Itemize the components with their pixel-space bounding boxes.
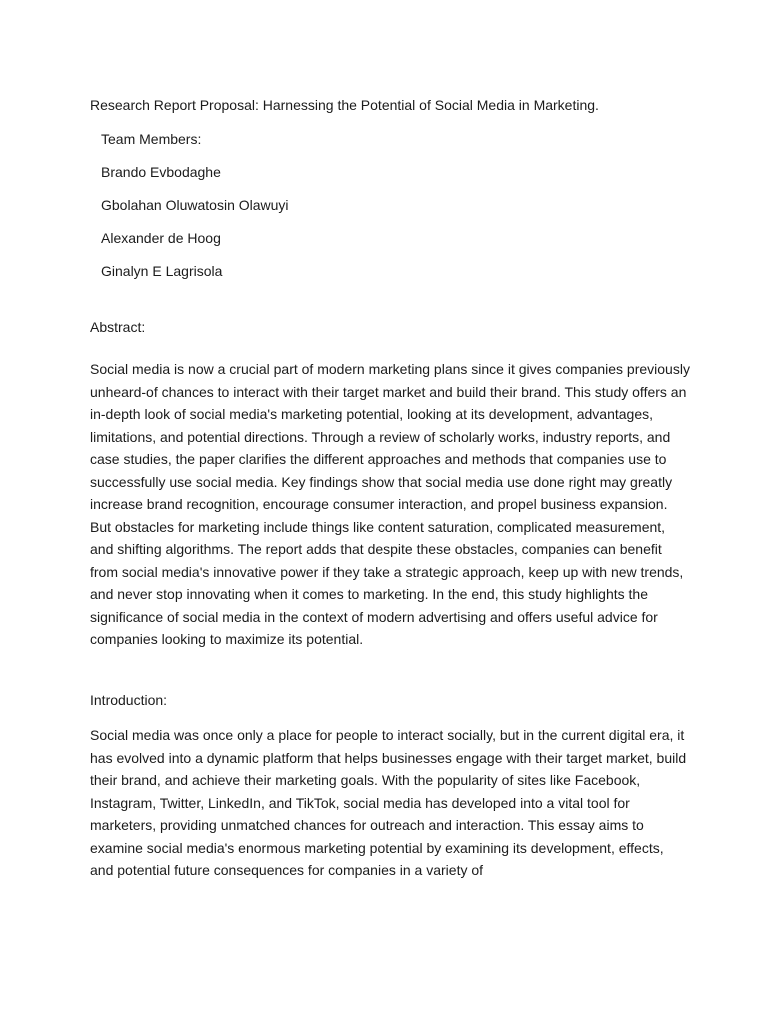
team-member: Brando Evbodaghe <box>101 163 221 180</box>
introduction-paragraph: Social media was once only a place for people to interact socially, but in the current digital era, it has evolved into a dynamic platform that helps businesses engage with their target market, build their brand, and achieve their marketing goals. With the popularity of sites like Facebook, Instagram, Twitter, LinkedIn, and TikTok, social media has developed into a vital tool for marketers, providing unmatched chances for outreach and interaction. This essay aims to examine social media's enormous marketing potential by examining its development, effects, and potential future consequences for companies in a variety of <box>90 727 687 878</box>
team-member: Alexander de Hoog <box>101 229 221 246</box>
abstract-heading: Abstract: <box>90 318 146 335</box>
team-member: Ginalyn E Lagrisola <box>101 262 223 279</box>
introduction-heading: Introduction: <box>90 691 168 708</box>
team-member: Gbolahan Oluwatosin Olawuyi <box>101 196 289 213</box>
document-page <box>90 94 690 882</box>
document-title: Research Report Proposal: Harnessing the Potential of Social Media in Marketing. <box>90 97 599 113</box>
team-heading: Team Members: <box>101 130 202 147</box>
team-members-section <box>101 128 690 282</box>
abstract-paragraph: Social media is now a crucial part of modern marketing plans since it gives companies previously unheard-of chances to interact with their target market and build their brand. This study offers an in-depth look of social media's marketing potential, looking at its development, advantages, limitations, and potential directions. Through a review of scholarly works, industry reports, and case studies, the paper clarifies the different approaches and methods that companies use to successfully use social media. Key findings show that social media use done right may greatly increase brand recognition, encourage consumer interaction, and propel business expansion. But obstacles for marketing include things like content saturation, complicated measurement, and shifting algorithms. The report adds that despite these obstacles, companies can benefit from social media's innovative power if they take a strategic approach, keep up with new trends, and never stop innovating when it comes to marketing. In the end, this study highlights the significance of social media in the context of modern advertising and offers useful advice for companies looking to maximize its potential. <box>90 361 690 647</box>
